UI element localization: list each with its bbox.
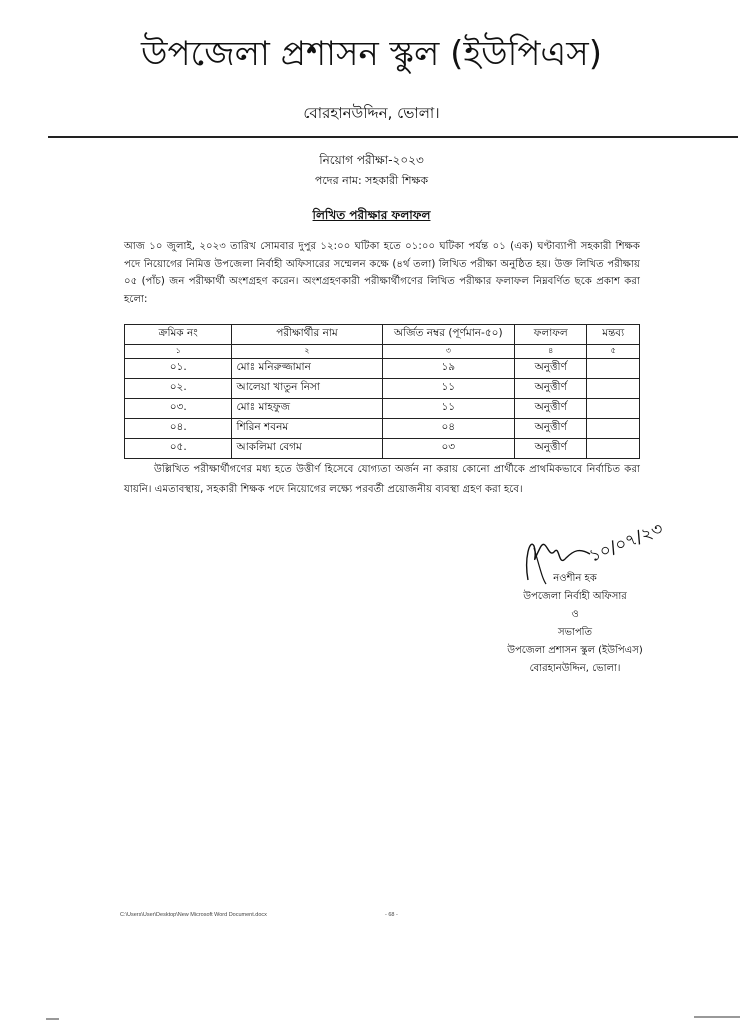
footer-page-number: - 68 - bbox=[385, 912, 398, 918]
cell-marks: ০৪ bbox=[382, 419, 515, 439]
intro-paragraph: আজ ১০ জুলাই, ২০২৩ তারিখ সোমবার দুপুর ১২:০০ ঘটিকা হতে ০১:০০ ঘটিকা পর্যন্ত ০১ (এক) ঘণ্টাব্যাপী সহকারী শিক্ষক পদে নিয়োগের নিমিত্ত উপজেলা নির্বাহী অফিসারের সম্মেলন কক্ষে (৪র্থ তলা) লিখিত পরীক্ষা অনুষ্ঠিত হয়। উক্ত লিখিত পরীক্ষায় ০৫ (পাঁচ) জন পরীক্ষার্থী অংশগ্রহণ করেন। অংশগ্রহণকারী পরীক্ষার্থীগণের লিখিত পরীক্ষার ফলাফল নিম্নবর্ণিত ছকে প্রকাশ করা হলো: bbox=[124, 241, 640, 305]
column-index: ৩ bbox=[382, 345, 515, 359]
signatory-conjunction: ও bbox=[571, 609, 579, 620]
post-name: পদের নাম: সহকারী শিক্ষক bbox=[314, 174, 429, 187]
table-header-row bbox=[125, 325, 640, 345]
cell-marks: ১১ bbox=[382, 379, 515, 399]
scan-mark bbox=[694, 1016, 740, 1018]
cell-remarks bbox=[587, 419, 640, 439]
table-row bbox=[125, 359, 640, 379]
cell-name: আকলিমা বেগম bbox=[232, 439, 382, 459]
cell-marks: ১৯ bbox=[382, 359, 515, 379]
signatory-role: সভাপতি bbox=[557, 627, 593, 638]
table-row bbox=[125, 439, 640, 459]
result-heading: লিখিত পরীক্ষার ফলাফল bbox=[312, 208, 431, 222]
column-index: ৫ bbox=[587, 345, 640, 359]
exam-name: নিয়োগ পরীক্ষা-২০২৩ bbox=[319, 153, 424, 167]
signatory-organization: উপজেলা প্রশাসন স্কুল (ইউপিএস) bbox=[507, 645, 643, 656]
table-row bbox=[125, 379, 640, 399]
signatory-designation: উপজেলা নির্বাহী অফিসার bbox=[523, 591, 627, 602]
cell-remarks bbox=[587, 359, 640, 379]
school-location: বোরহানউদ্দিন, ভোলা। bbox=[303, 104, 440, 122]
cell-name: শিরিন শবনম bbox=[232, 419, 382, 439]
cell-serial: ০৫. bbox=[125, 439, 232, 459]
cell-result: অনুত্তীর্ণ bbox=[515, 399, 587, 419]
column-index: ১ bbox=[125, 345, 232, 359]
table-row bbox=[125, 419, 640, 439]
header-marks: অর্জিত নম্বর (পূর্ণমান-৫০) bbox=[382, 325, 515, 345]
cell-remarks bbox=[587, 399, 640, 419]
cell-marks: ১১ bbox=[382, 399, 515, 419]
column-index: ৪ bbox=[515, 345, 587, 359]
header-divider bbox=[48, 136, 738, 138]
cell-serial: ০৪. bbox=[125, 419, 232, 439]
header-name: পরীক্ষার্থীর নাম bbox=[232, 325, 382, 345]
column-index: ২ bbox=[232, 345, 382, 359]
signatory-location: বোরহানউদ্দিন, ভোলা। bbox=[529, 663, 621, 674]
header-result: ফলাফল bbox=[515, 325, 587, 345]
column-index-row bbox=[125, 345, 640, 359]
cell-marks: ০৩ bbox=[382, 439, 515, 459]
cell-result: অনুত্তীর্ণ bbox=[515, 359, 587, 379]
cell-remarks bbox=[587, 439, 640, 459]
results-table bbox=[124, 324, 640, 459]
school-title: উপজেলা প্রশাসন স্কুল (ইউপিএস) bbox=[140, 34, 603, 74]
conclusion-paragraph: উল্লিখিত পরীক্ষার্থীগণের মধ্য হতে উত্তীর্ণ হিসেবে যোগ্যতা অর্জন না করায় কোনো প্রার্থীকে প্রাথমিকভাবে নির্বাচিত করা যায়নি। এমতাবস্থায়, সহকারী শিক্ষক পদে নিয়োগের লক্ষ্যে পরবর্তী প্রয়োজনীয় ব্যবস্থা গ্রহণ করা হবে। bbox=[124, 464, 640, 495]
cell-serial: ০২. bbox=[125, 379, 232, 399]
cell-serial: ০১. bbox=[125, 359, 232, 379]
cell-name: মোঃ মাহফুজ bbox=[232, 399, 382, 419]
cell-result: অনুত্তীর্ণ bbox=[515, 419, 587, 439]
cell-result: অনুত্তীর্ণ bbox=[515, 439, 587, 459]
signature-date: ১০/০৭/২৩ bbox=[586, 518, 666, 567]
cell-remarks bbox=[587, 379, 640, 399]
scan-mark bbox=[46, 1018, 59, 1020]
signatory-name: নওশীন হক bbox=[553, 573, 597, 584]
header-remarks: মন্তব্য bbox=[587, 325, 640, 345]
footer-file-path: C:\Users\User\Desktop\New Microsoft Word Document.docx bbox=[120, 912, 267, 918]
table-row bbox=[125, 399, 640, 419]
header-serial: ক্রমিক নং bbox=[125, 325, 232, 345]
cell-name: আলেয়া খাতুন নিসা bbox=[232, 379, 382, 399]
cell-serial: ০৩. bbox=[125, 399, 232, 419]
signatory-block bbox=[460, 570, 690, 678]
cell-result: অনুত্তীর্ণ bbox=[515, 379, 587, 399]
cell-name: মোঃ মনিরুজ্জামান bbox=[232, 359, 382, 379]
